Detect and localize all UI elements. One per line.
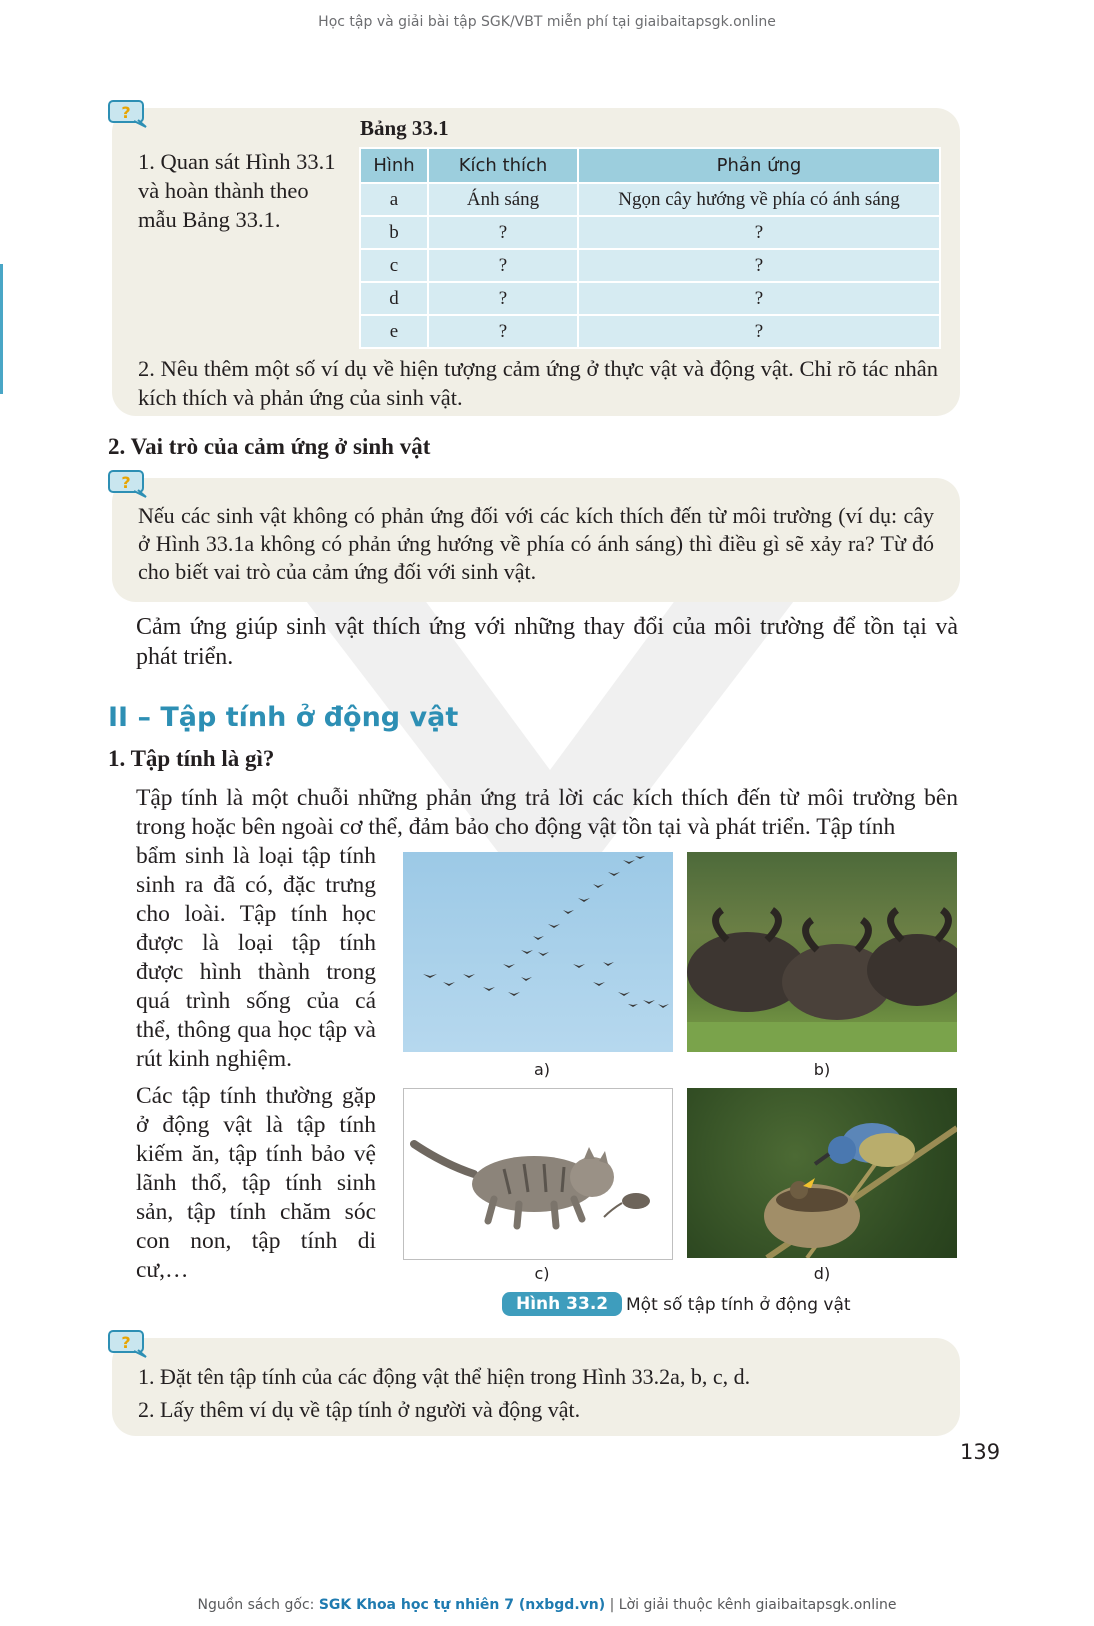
- paragraph-tap-tinh-rest: bẩm sinh là loại tập tính sinh ra đã có, đặc trưng cho loài. Tập tính học được là loại tập tính được hình thành trong quá trình sống của cá thể, thông qua học tập và rút kinh nghiệm.: [136, 843, 376, 1072]
- table-cell: e: [360, 315, 428, 348]
- paragraph-cac-tap-tinh: Các tập tính thường gặp ở động vật là tập tính kiếm ăn, tập tính bảo vệ lãnh thổ, tập tính sinh sản, tập tính chăm sóc con non, tập tính di cư,…: [136, 1083, 376, 1283]
- table-cell: ?: [578, 282, 940, 315]
- figure-caption-b: b): [813, 1060, 831, 1079]
- svg-text:?: ?: [121, 473, 131, 492]
- table-row: [360, 315, 940, 348]
- table-cell: ?: [578, 315, 940, 348]
- table-header-phan-ung: Phản ứng: [578, 148, 940, 183]
- table-cell: ?: [578, 249, 940, 282]
- svg-text:?: ?: [121, 1333, 131, 1352]
- photo-bird-feeding-chicks: [687, 1088, 957, 1258]
- site-header: Học tập và giải bài tập SGK/VBT miễn phí tại giaibaitapsgk.online: [318, 14, 776, 30]
- table-cell: a: [360, 183, 428, 216]
- table-row: [360, 282, 940, 315]
- table-cell: ?: [428, 315, 578, 348]
- table-cell: d: [360, 282, 428, 315]
- table-header-hinh: Hình: [360, 148, 428, 183]
- section-ii-heading: II – Tập tính ở động vật: [108, 702, 459, 733]
- table-cell: ?: [428, 216, 578, 249]
- q1-item-2: 2. Nêu thêm một số ví dụ về hiện tượng cảm ứng ở thực vật và động vật. Chỉ rõ tác nhân kích thích và phản ứng của sinh vật.: [138, 356, 938, 410]
- question-bubble-icon: [108, 100, 148, 128]
- q3-item-2: 2. Lấy thêm ví dụ về tập tính ở người và động vật.: [138, 1397, 581, 1422]
- question-bubble-icon: [108, 1330, 148, 1358]
- svg-text:?: ?: [121, 103, 131, 122]
- footer-suffix: | Lời giải thuộc kênh giaibaitapsgk.online: [605, 1597, 897, 1613]
- q2-text: Nếu các sinh vật không có phản ứng đối với các kích thích đến từ môi trường (ví dụ: cây ở Hình 33.1a không có phản ứng hướng về phía có ánh sáng) thì điều gì sẽ xảy ra? Từ đó cho biết vai trò của cảm ứng đối với sinh vật.: [138, 503, 934, 584]
- figure-title: Một số tập tính ở động vật: [626, 1295, 851, 1315]
- photo-buffalo-herd: [687, 852, 957, 1052]
- q3-item-1: 1. Đặt tên tập tính của các động vật thể hiện trong Hình 33.2a, b, c, d.: [138, 1364, 751, 1389]
- table-row: [360, 249, 940, 282]
- section-2-heading: 2. Vai trò của cảm ứng ở sinh vật: [108, 434, 431, 459]
- table-cell: b: [360, 216, 428, 249]
- table-cell: c: [360, 249, 428, 282]
- q1-item-1: 1. Quan sát Hình 33.1 và hoàn thành theo mẫu Bảng 33.1.: [138, 149, 336, 232]
- table-cell: ?: [428, 282, 578, 315]
- subsection-1-heading: 1. Tập tính là gì?: [108, 746, 275, 771]
- photo-cat-hunting: [403, 1088, 673, 1260]
- table-header-kich-thich: Kích thích: [428, 148, 578, 183]
- footer: [0, 1597, 1094, 1613]
- question-bubble-icon: [108, 470, 148, 498]
- paragraph-cam-ung: Cảm ứng giúp sinh vật thích ứng với những thay đổi của môi trường để tồn tại và phát triển.: [136, 614, 958, 670]
- table-33-1: [359, 147, 941, 349]
- footer-prefix: Nguồn sách gốc:: [197, 1597, 319, 1613]
- table-cell: Ngọn cây hướng về phía có ánh sáng: [578, 183, 940, 216]
- table-row: [360, 183, 940, 216]
- photo-birds-migrating: [403, 852, 673, 1052]
- table-cell: Ánh sáng: [428, 183, 578, 216]
- figure-caption-a: a): [533, 1060, 551, 1079]
- table-cell: ?: [578, 216, 940, 249]
- figure-caption-c: c): [534, 1264, 550, 1283]
- paragraph-tap-tinh-intro: Tập tính là một chuỗi những phản ứng trả lời các kích thích đến từ môi trường bên trong hoặc bên ngoài cơ thể, đảm bảo cho động vật tồn tại và phát triển. Tập tính: [136, 785, 958, 840]
- left-edge-bar: [0, 264, 3, 394]
- footer-book-link[interactable]: SGK Khoa học tự nhiên 7 (nxbgd.vn): [318, 1597, 606, 1613]
- figure-label-badge: Hình 33.2: [502, 1292, 622, 1316]
- table-cell: ?: [428, 249, 578, 282]
- page-number: 139: [960, 1440, 1001, 1464]
- table-row: [360, 216, 940, 249]
- table-title: Bảng 33.1: [360, 116, 449, 140]
- figure-caption-d: d): [813, 1264, 831, 1283]
